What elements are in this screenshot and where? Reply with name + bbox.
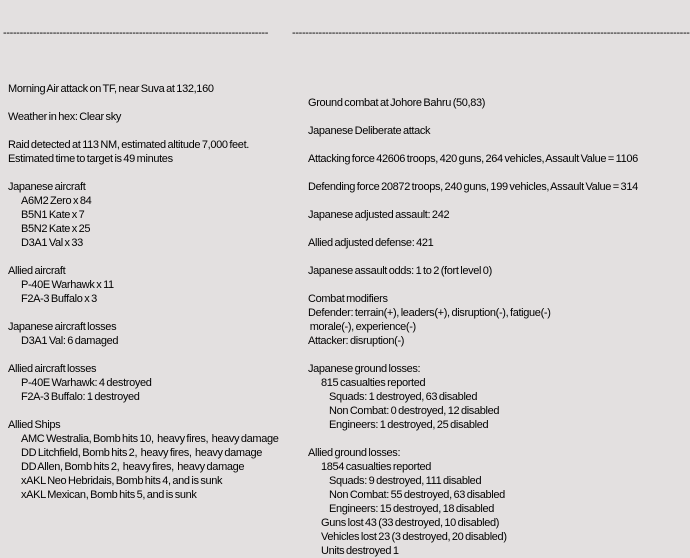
blank-line [308,222,671,236]
report-line: Guns lost 43 (33 destroyed, 10 disabled) [321,517,500,529]
report-line: Allied ground losses: [308,447,401,459]
blank-line [308,278,671,292]
report-line: D3A1 Val: 6 damaged [21,335,119,347]
report-line: Engineers: 1 destroyed, 25 disabled [329,419,489,431]
blank-line [308,138,671,152]
report-line: Allied adjusted defense: 421 [308,237,434,249]
report-line: B5N1 Kate x 7 [21,209,85,221]
report-line: 815 casualties reported [321,377,426,389]
report-line: F2A-3 Buffalo x 3 [21,293,97,305]
report-line: Combat modifiers [308,293,388,305]
report-line: Allied Ships [8,419,61,431]
report-line: AMC Westralia, Bomb hits 10, heavy fires, heavy damage [21,433,279,445]
report-line: Weather in hex: Clear sky [8,111,121,123]
report-line: F2A-3 Buffalo: 1 destroyed [21,391,140,403]
dashed-separator: -------------------------------------------------------------------------------- [3,27,269,39]
report-line: Japanese Deliberate attack [308,125,431,137]
report-line: morale(-), experience(-) [308,321,416,333]
blank-line [8,96,308,110]
report-line: Morning Air attack on TF, near Suva at 132,160 [8,83,214,95]
report-line: Defender: terrain(+), leaders(+), disruption(-), fatigue(-) [308,307,551,319]
report-line: Defending force 20872 troops, 240 guns, 199 vehicles, Assault Value = 314 [308,181,638,193]
blank-line [8,404,308,418]
blank-line [308,82,671,96]
blank-line [8,250,308,264]
report-line: Raid detected at 113 NM, estimated altitude 7,000 feet. [8,139,249,151]
air-combat-report-column [3,0,308,501]
blank-line [308,250,671,264]
report-line: Estimated time to target is 49 minutes [8,153,173,165]
report-line: xAKL Mexican, Bomb hits 5, and is sunk [21,489,197,501]
blank-line [8,348,308,362]
report-line: Squads: 1 destroyed, 63 disabled [329,391,478,403]
report-line: B5N2 Kate x 25 [21,223,91,235]
report-line: Squads: 9 destroyed, 111 disabled [329,475,482,487]
blank-line [8,124,308,138]
report-line: Vehicles lost 23 (3 destroyed, 20 disabled) [321,531,507,543]
report-line: Attacker: disruption(-) [308,335,405,347]
report-line: Japanese ground losses: [308,363,421,375]
report-line: Ground combat at Johore Bahru (50,83) [308,97,486,109]
blank-line [308,432,671,446]
blank-line [308,194,671,208]
report-line: Engineers: 15 destroyed, 18 disabled [329,503,495,515]
report-line: Non Combat: 0 destroyed, 12 disabled [329,405,500,417]
report-line: xAKL Neo Hebridais, Bomb hits 4, and is sunk [21,475,223,487]
report-line: Allied aircraft [8,265,66,277]
report-line: P-40E Warhawk x 11 [21,279,114,291]
report-line: Non Combat: 55 destroyed, 63 disabled [329,489,505,501]
report-line: Attacking force 42606 troops, 420 guns, 264 vehicles, Assault Value = 1106 [308,153,638,165]
report-line: Japanese assault odds: 1 to 2 (fort level 0) [308,265,492,277]
blank-line [8,166,308,180]
report-line: DD Litchfield, Bomb hits 2, heavy fires, heavy damage [21,447,262,459]
report-line: Units destroyed 1 [321,545,399,557]
report-line: A6M2 Zero x 84 [21,195,92,207]
report-line: DD Allen, Bomb hits 2, heavy fires, heavy damage [21,461,245,473]
report-line: Japanese adjusted assault: 242 [308,209,450,221]
report-line: P-40E Warhawk: 4 destroyed [21,377,152,389]
report-line: Japanese aircraft [8,181,86,193]
blank-line [308,348,671,362]
report-line: Japanese aircraft losses [8,321,117,333]
ground-combat-report-column [292,0,690,557]
report-line: 1854 casualties reported [321,461,432,473]
blank-line [308,166,671,180]
report-line: D3A1 Val x 33 [21,237,83,249]
report-line: Allied aircraft losses [8,363,97,375]
blank-line [308,110,671,124]
dashed-separator: ------------------------------------------------------------------------------------------------------------------------ [292,27,690,39]
blank-line [8,306,308,320]
